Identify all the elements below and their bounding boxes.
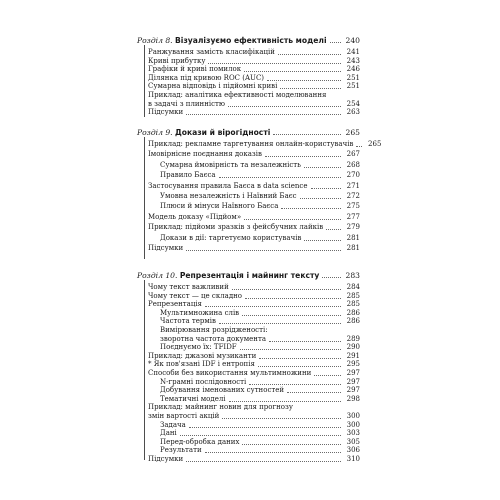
dot-leader [186,250,341,251]
page-number: 290 [346,343,360,352]
entry-title: Приклад: джазові музиканти [148,351,257,360]
toc-entry [148,241,360,253]
toc-entry [148,105,360,117]
page-number: 289 [346,334,360,343]
page-number: 297 [346,386,360,395]
page-number: 303 [346,429,360,438]
entry-title: Мультимножина слів [160,308,240,317]
page-number: 281 [346,244,360,252]
chapter-title: Візуалізуємо ефективність моделі [174,36,327,45]
page-number: 251 [346,82,360,91]
entry-title: Вимірювання розрідженості: [160,326,268,334]
entry-title: Застосування правила Баєса в data science [148,181,308,190]
entry-title: Результати [160,446,202,455]
section-rule [144,137,145,259]
chapter-title: Репрезентація і майнинг тексту [179,271,320,280]
entry-title: N-грамні послідовності [160,377,247,386]
page-number: 281 [346,233,360,242]
page-number: 263 [346,108,360,117]
entry-title: Модель доказу «Підйом» [148,212,242,221]
entry-title: Задача [160,420,186,429]
entry-title: Способи без використання мультимножини [148,369,312,377]
page-number: 267 [346,150,360,159]
section-rule [144,280,145,460]
entry-title: Частота термів [160,317,216,326]
chapter-heading [137,125,360,137]
entry-title: Підсумки [148,108,184,117]
chapter-label: Розділ 9. [137,128,173,137]
entry-title: Перед-обробка даних [160,437,240,446]
page-number: 305 [346,437,360,446]
entry-title: Підсумки [148,455,184,463]
page-number: 285 [346,300,360,309]
entry-title: Ділянка під кривою ROC (AUC) [148,73,265,82]
dot-leader [330,42,341,43]
entry-title: змін вартості акцій [148,412,220,420]
entry-title: Чому текст важливий [148,283,229,291]
page-number: 277 [346,212,360,221]
page-number: 284 [346,283,360,291]
entry-title: Приклад: підйоми зразків з фейсбучних лайків [148,223,324,232]
entry-title: Приклад: майнинг новин для прогнозу [148,403,293,412]
entry-title: Приклад: рекламне таргетування онлайн-користувачів [148,140,354,148]
page-number: 298 [346,394,360,403]
dot-leader [186,114,341,115]
entry-title: Докази в дії: таргетуємо користувачів [160,233,302,242]
entry-title: Чому текст — це складно [148,291,243,300]
page-number: 254 [346,99,360,108]
entry-title: Умовна незалежність і Наївний Баєс [160,192,297,200]
chapter-heading [137,33,360,45]
entry-title: * Як пов'язані IDF і ентропія [148,360,255,369]
page-number: 246 [346,65,360,74]
page-number: 243 [346,56,360,65]
dot-leader [273,134,341,135]
entry-title: Ранжування замість класифікацій [148,48,275,56]
entry-title: Імовірнісне поєднання доказів [148,150,262,159]
entry-title: Криві прибутку [148,56,206,65]
entry-title: Приклад: аналітика ефективності моделювання [148,91,327,99]
entry-title: зворотна частота документа [160,334,267,343]
dot-leader [322,277,341,278]
page-number: 251 [346,73,360,82]
toc-entry [148,452,360,464]
entry-title: Дані [160,429,177,438]
section-rule [144,45,145,117]
entry-title: Тематичні моделі [160,394,226,403]
entry-title: Сумарна ймовірність та незалежність [160,160,301,169]
entry-title: Репрезентація [148,300,202,309]
dot-leader [186,461,341,462]
page-number: 297 [346,369,360,377]
page-number: 300 [346,412,360,420]
page-number: 306 [346,446,360,455]
page-number: 265 [345,128,360,137]
page-number: 295 [346,360,360,369]
page-number: 310 [346,455,360,463]
entry-title: Добування іменованих сутностей [160,386,285,395]
entry-title: Поєднуємо їх: TFIDF [160,343,237,352]
page-number: 272 [346,192,360,200]
page-number: 291 [346,351,360,360]
page-number: 297 [346,377,360,386]
page-number: 286 [346,308,360,317]
page-number: 270 [346,171,360,180]
page-number: 286 [346,317,360,326]
page-number: 285 [346,291,360,300]
page-number: 265 [368,140,382,148]
entry-title: в задачі з плинністю [148,99,226,108]
entry-title: Підсумки [148,244,184,252]
entry-title: Плюси й мінуси Наївного Баєса [160,202,279,211]
entry-title: Сумарна відповідь і підйомні криві [148,82,278,91]
chapter-label: Розділ 8. [137,36,173,45]
chapter-heading [137,268,360,280]
entry-title: Графіки й криві помилок [148,65,242,74]
page-number: 271 [346,181,360,190]
entry-title: Правило Баєса [160,171,216,180]
page-number: 268 [346,160,360,169]
page-number: 300 [346,420,360,429]
page-number: 240 [345,36,360,45]
page-number: 241 [346,48,360,56]
chapter-label: Розділ 10. [137,271,178,280]
page-number: 279 [346,223,360,232]
chapter-title: Докази й вірогідності [174,128,271,137]
page-number: 275 [346,202,360,211]
page-number: 283 [345,271,360,280]
